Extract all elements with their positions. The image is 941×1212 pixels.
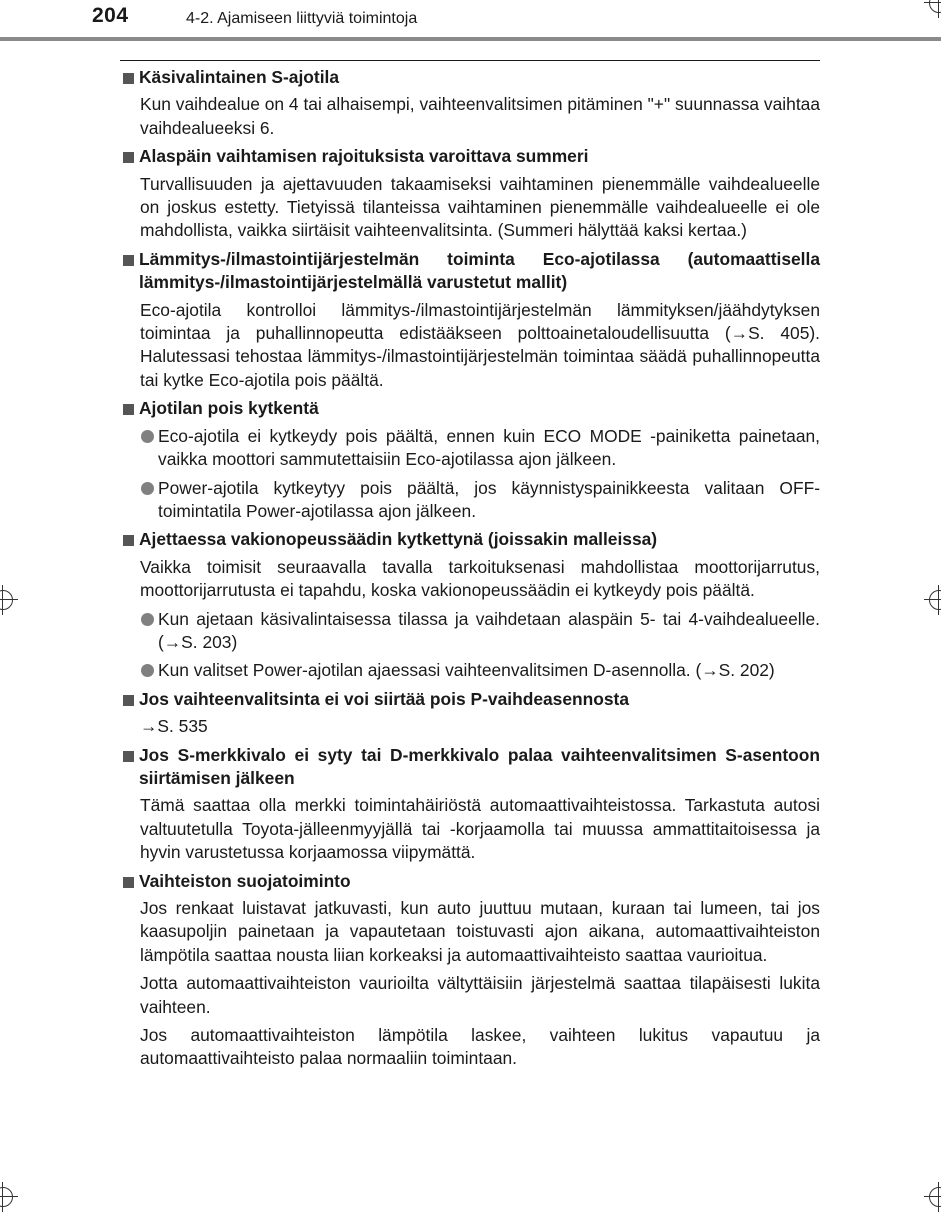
bullet-text: Kun ajetaan käsivalintaisessa tilassa ja vaihdetaan alaspäin 5- tai 4-vaihdealueelle. (→S. 203) — [158, 608, 820, 652]
square-bullet-icon — [123, 695, 134, 706]
bullet-item — [140, 659, 820, 682]
section-heading — [122, 870, 820, 893]
registration-mark-right — [928, 589, 941, 611]
registration-mark-bottom-left — [0, 1186, 14, 1208]
bullet-item — [140, 608, 820, 655]
chapter-title: 4-2. Ajamiseen liittyviä toimintoja — [186, 10, 418, 27]
registration-mark-bottom-right — [928, 1186, 941, 1208]
round-bullet-icon — [141, 430, 154, 443]
section-heading — [122, 66, 820, 89]
section — [122, 397, 820, 523]
paragraph: Eco-ajotila kontrolloi lämmitys-/ilmastointijärjestelmän lämmityksen/jäähdytyksen toimintaa ja puhallinnopeutta edistääkseen polttoainetaloudellisuutta (→S. 405). Halutessasi tehostaa lämmitys-/ilmastointijärjestelmän toimintaa säädä puhallinnopeutta tai kytke Eco-ajotila pois päältä. — [140, 299, 820, 390]
paragraph: Turvallisuuden ja ajettavuuden takaamiseksi vaihtaminen pienemmälle vaihdealueelle on joskus estetty. Tietyissä tilanteissa vaihtaminen pienemmälle vaihdealueelle ei ole mahdollista, vaikka siirtäisit vaihteenvalitsinta. (Summeri hälyttää kaksi kertaa.) — [140, 173, 820, 241]
section-heading-text: Ajettaessa vakionopeussäädin kytkettynä (joissakin malleissa) — [139, 529, 658, 550]
section — [122, 688, 820, 739]
square-bullet-icon — [123, 751, 134, 762]
section-heading — [122, 145, 820, 168]
paragraph: Kun vaihdealue on 4 tai alhaisempi, vaihteenvalitsimen pitäminen "+" suunnassa vaihtaa vaihdealueeksi 6. — [140, 94, 820, 138]
section-heading-text: Vaihteiston suojatoiminto — [139, 870, 351, 891]
section-heading — [122, 688, 820, 711]
bullet-text: Kun valitset Power-ajotilan ajaessasi vaihteenvalitsimen D-asennolla. (→S. 202) — [158, 660, 775, 681]
section-heading — [122, 248, 820, 295]
paragraph: Vaikka toimisit seuraavalla tavalla tarkoituksenasi mahdollistaa moottorijarrutus, moottorijarrutusta ei tapahdu, koska vakionopeussäädin ei kytkeydy pois päältä. — [140, 556, 820, 601]
section-heading-text: Alaspäin vaihtamisen rajoituksista varoittava summeri — [139, 146, 589, 167]
square-bullet-icon — [123, 255, 134, 266]
paragraph: →S. 535 — [140, 716, 208, 737]
paragraph: Jos renkaat luistavat jatkuvasti, kun auto juuttuu mutaan, kuraan tai lumeen, tai jos kaasupoljin painetaan ja vapautetaan toistuvasti ajon aikana, automaattivaihteiston lämpötila saattaa nousta liian korkeaksi ja automaattivaihteisto saattaa vaurioitua. — [140, 898, 820, 965]
round-bullet-icon — [141, 664, 154, 677]
bullet-item — [140, 477, 820, 524]
paragraph: Jotta automaattivaihteiston vaurioilta vältyttäisiin järjestelmä saattaa tilapäisesti lukita vaihteen. — [140, 973, 820, 1017]
section-heading-text: Jos S-merkkivalo ei syty tai D-merkkivalo palaa vaihteenvalitsimen S-asentoon siirtämisen jälkeen — [139, 744, 820, 788]
round-bullet-icon — [141, 482, 154, 495]
section-heading — [122, 397, 820, 420]
bullet-text: Power-ajotila kytkeytyy pois päältä, jos käynnistyspainikkeesta valitaan OFF-toimintatila Power-ajotilassa ajon jälkeen. — [158, 477, 820, 521]
page-number: 204 — [92, 4, 129, 27]
registration-mark-left — [0, 589, 14, 611]
square-bullet-icon — [123, 73, 134, 84]
section — [122, 145, 820, 243]
bullet-item — [140, 425, 820, 472]
section-heading-text: Jos vaihteenvalitsinta ei voi siirtää pois P-vaihdeasennosta — [139, 688, 630, 709]
section-rule — [120, 60, 820, 61]
section — [122, 744, 820, 865]
header-rule — [0, 37, 941, 41]
square-bullet-icon — [123, 877, 134, 888]
square-bullet-icon — [123, 535, 134, 546]
section — [122, 248, 820, 392]
page-content — [122, 66, 820, 1076]
section — [122, 528, 820, 682]
section-heading-text: Ajotilan pois kytkentä — [139, 398, 319, 419]
square-bullet-icon — [123, 152, 134, 163]
section-heading-text: Lämmitys-/ilmastointijärjestelmän toiminta Eco-ajotilassa (automaattisella lämmitys-/ilmastointijärjestelmällä varustetut mallit) — [139, 248, 820, 293]
bullet-text: Eco-ajotila ei kytkeydy pois päältä, ennen kuin ECO MODE -painiketta painetaan, vaikka moottori sammutettaisiin Eco-ajotilassa ajon jälkeen. — [158, 425, 820, 470]
section — [122, 66, 820, 140]
section-heading-text: Käsivalintainen S-ajotila — [139, 67, 340, 87]
section — [122, 870, 820, 1071]
round-bullet-icon — [141, 613, 154, 626]
section-heading — [122, 744, 820, 791]
section-heading — [122, 528, 820, 551]
paragraph: Jos automaattivaihteiston lämpötila laskee, vaihteen lukitus vapautuu ja automaattivaihteisto palaa normaaliin toimintaan. — [140, 1025, 820, 1069]
paragraph: Tämä saattaa olla merkki toimintahäiriöstä automaattivaihteistossa. Tarkastuta autosi valtuutetulla Toyota-jälleenmyyjällä tai -korjaamolla tai muussa ammattitaitoisessa ja hyvin varustetussa korjaamossa viipymättä. — [140, 795, 820, 863]
square-bullet-icon — [123, 404, 134, 415]
registration-mark-top-right — [928, 0, 941, 14]
